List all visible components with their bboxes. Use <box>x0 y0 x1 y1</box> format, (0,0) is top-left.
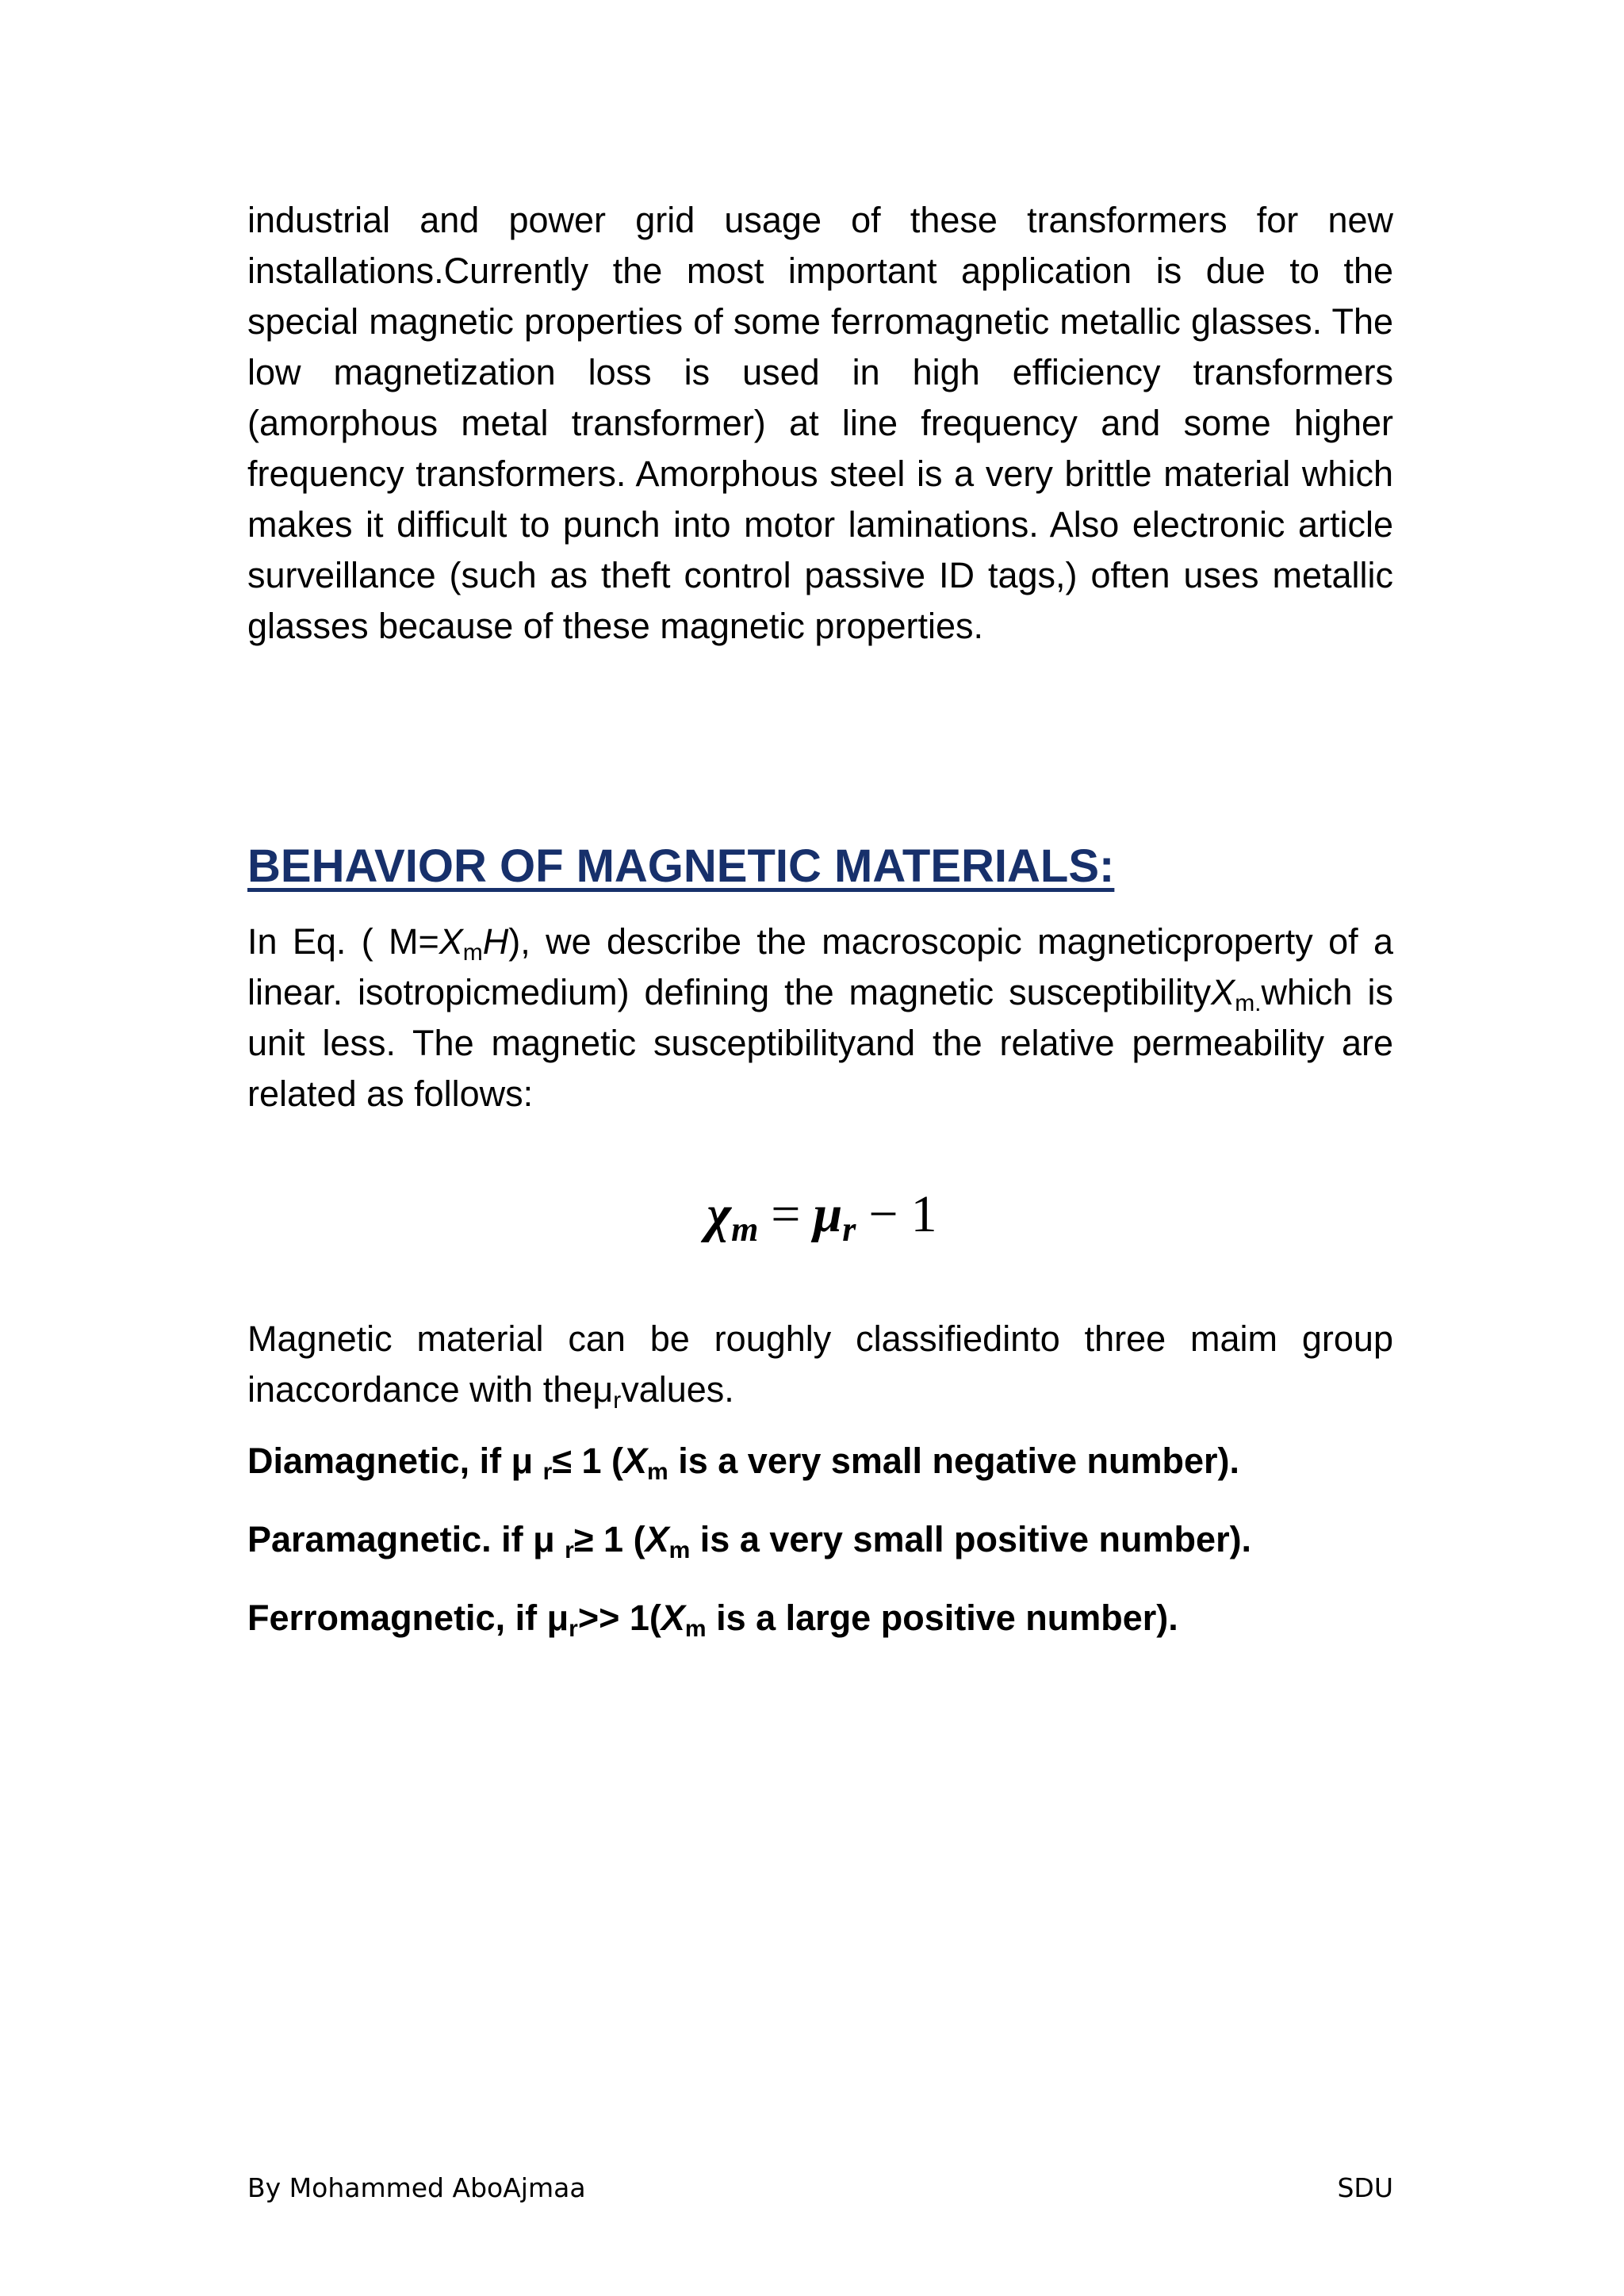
var-x: X <box>439 921 463 962</box>
classification-text-2: values. <box>621 1369 734 1410</box>
diamagnetic-text-c: is a very small negative number). <box>668 1441 1240 1481</box>
mu-subscript: r <box>842 1210 856 1249</box>
minus-sign: − <box>868 1185 898 1243</box>
paramagnetic-sub: r <box>565 1537 574 1563</box>
chi-symbol: χ <box>707 1185 732 1243</box>
diamagnetic-sub: r <box>542 1459 553 1485</box>
paramagnetic-text-a: Paramagnetic. if μ <box>247 1519 565 1559</box>
paramagnetic-line <box>247 1514 1393 1565</box>
diamagnetic-var-sub: m <box>647 1459 668 1485</box>
ferromagnetic-line <box>247 1593 1393 1644</box>
mu-symbol: μ <box>813 1185 843 1243</box>
sub-m-2: m. <box>1235 990 1262 1016</box>
footer-institution: SDU <box>1337 2172 1393 2203</box>
paramagnetic-text-c: is a very small positive number). <box>690 1519 1252 1559</box>
diamagnetic-text-b: ≤ 1 ( <box>552 1441 624 1481</box>
section-heading: BEHAVIOR OF MAGNETIC MATERIALS: <box>247 840 1115 892</box>
page-footer <box>247 2172 1393 2204</box>
ferromagnetic-var: X <box>661 1598 685 1638</box>
intro-text-1: In Eq. ( M= <box>247 921 439 962</box>
intro-text-3: which is unit less. The magnetic susceptibilityand the relative permeability are related as follows: <box>247 972 1393 1114</box>
paramagnetic-var: X <box>645 1519 669 1559</box>
classification-sub-r: r <box>613 1387 622 1414</box>
paramagnetic-text-b: ≥ 1 ( <box>573 1519 645 1559</box>
page-content <box>247 195 1393 1644</box>
var-h: H <box>482 921 509 962</box>
formula-one: 1 <box>910 1185 937 1243</box>
diamagnetic-line <box>247 1436 1393 1487</box>
ferromagnetic-text-a: Ferromagnetic, if μ <box>247 1598 569 1638</box>
equals-sign: = <box>771 1185 801 1243</box>
footer-author: By Mohammed AboAjmaa <box>247 2172 586 2203</box>
intro-text-2: ), we describe the macroscopic magneticproperty of a linear. isotropicmedium) defining the magnetic susceptibility <box>247 921 1393 1012</box>
intro-paragraph <box>247 916 1393 1119</box>
diamagnetic-text-a: Diamagnetic, if μ <box>247 1441 543 1481</box>
ferromagnetic-var-sub: m <box>684 1616 707 1642</box>
classification-paragraph <box>247 1314 1393 1415</box>
ferromagnetic-sub: r <box>569 1616 578 1642</box>
var-x-2: X <box>1211 972 1235 1012</box>
classification-text-1: Magnetic material can be roughly classifiedinto three maim group inaccordance with theμ <box>247 1318 1393 1410</box>
paragraph-metallic-glasses: industrial and power grid usage of these transformers for new installations.Currently the most important application is due to the special magnetic properties of some ferromagnetic metallic glasses. The low magnetization loss is used in high efficiency transformers (amorphous metal transformer) at line frequency and some higher frequency transformers. Amorphous steel is a very brittle material which makes it difficult to punch into motor laminations. Also electronic article surveillance (such as theft control passive ID tags,) often uses metallic glasses because of these magnetic properties. <box>247 200 1393 646</box>
sub-m: m <box>462 939 483 966</box>
ferromagnetic-text-c: is a large positive number). <box>706 1598 1178 1638</box>
chi-subscript: m <box>731 1210 759 1249</box>
paramagnetic-var-sub: m <box>668 1537 691 1563</box>
susceptibility-formula <box>247 1183 1393 1261</box>
diamagnetic-var: X <box>623 1441 648 1481</box>
ferromagnetic-text-b: >> 1( <box>577 1598 661 1638</box>
